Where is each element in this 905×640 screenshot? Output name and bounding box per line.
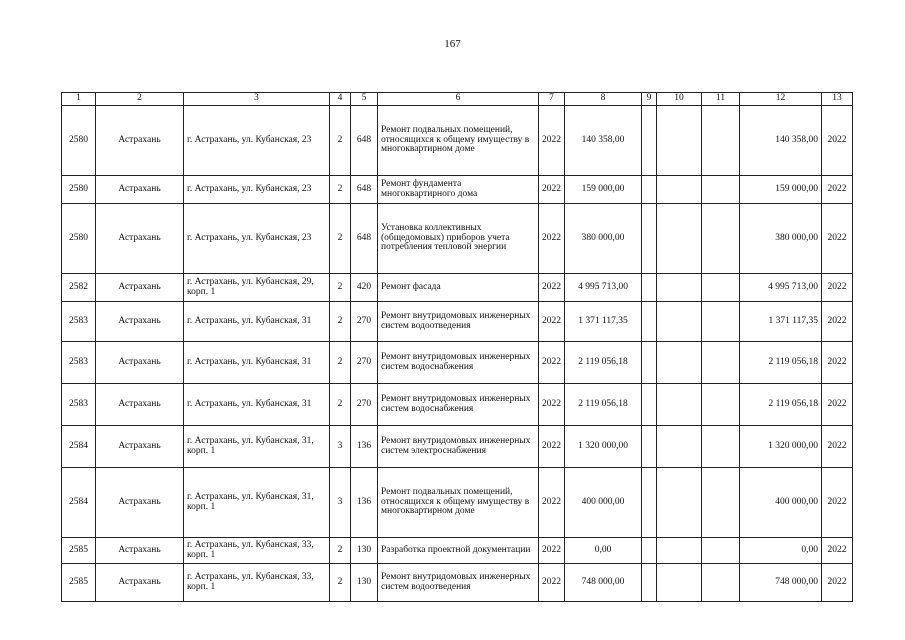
cost-cell: 4 995 713,00	[565, 274, 642, 302]
completion-year-cell: 2022	[822, 302, 853, 342]
column-header: 13	[822, 93, 853, 106]
registry-number-cell: 2580	[62, 176, 96, 204]
table-row	[62, 274, 853, 302]
year-cell: 2022	[539, 426, 565, 468]
cost-cell: 380 000,00	[565, 204, 642, 274]
register-table	[61, 92, 853, 602]
work-type-cell: Ремонт внутридомовых инженерных систем электроснабжения	[378, 426, 539, 468]
settlement-cell: Астрахань	[96, 302, 184, 342]
floors-cell: 2	[330, 342, 351, 384]
work-type-cell: Ремонт подвальных помещений, относящихся к общему имуществу в многоквартирном доме	[378, 468, 539, 538]
table-row	[62, 384, 853, 426]
floors-cell: 2	[330, 176, 351, 204]
col-10-cell	[657, 204, 702, 274]
completion-year-cell: 2022	[822, 342, 853, 384]
col-9-cell	[642, 274, 657, 302]
work-type-cell: Ремонт фундамента многоквартирного дома	[378, 176, 539, 204]
cost-cell: 748 000,00	[565, 564, 642, 602]
floors-cell: 2	[330, 302, 351, 342]
settlement-cell: Астрахань	[96, 176, 184, 204]
col-11-cell	[702, 468, 740, 538]
address-cell: г. Астрахань, ул. Кубанская, 33, корп. 1	[184, 564, 330, 602]
completion-year-cell: 2022	[822, 204, 853, 274]
total-cost-cell: 1 371 117,35	[740, 302, 822, 342]
registry-number-cell: 2583	[62, 384, 96, 426]
completion-year-cell: 2022	[822, 468, 853, 538]
col-11-cell	[702, 342, 740, 384]
completion-year-cell: 2022	[822, 538, 853, 564]
floors-cell: 2	[330, 384, 351, 426]
col-11-cell	[702, 564, 740, 602]
col-10-cell	[657, 302, 702, 342]
completion-year-cell: 2022	[822, 274, 853, 302]
year-cell: 2022	[539, 302, 565, 342]
cost-cell: 1 371 117,35	[565, 302, 642, 342]
page-number: 167	[444, 38, 461, 50]
area-cell: 136	[351, 468, 378, 538]
column-header: 7	[539, 93, 565, 106]
col-10-cell	[657, 274, 702, 302]
work-type-cell: Ремонт внутридомовых инженерных систем водоотведения	[378, 564, 539, 602]
table-row	[62, 468, 853, 538]
settlement-cell: Астрахань	[96, 426, 184, 468]
address-cell: г. Астрахань, ул. Кубанская, 23	[184, 176, 330, 204]
col-9-cell	[642, 564, 657, 602]
completion-year-cell: 2022	[822, 384, 853, 426]
year-cell: 2022	[539, 176, 565, 204]
year-cell: 2022	[539, 538, 565, 564]
cost-cell: 2 119 056,18	[565, 384, 642, 426]
floors-cell: 3	[330, 468, 351, 538]
area-cell: 420	[351, 274, 378, 302]
work-type-cell: Ремонт внутридомовых инженерных систем водоснабжения	[378, 342, 539, 384]
address-cell: г. Астрахань, ул. Кубанская, 33, корп. 1	[184, 538, 330, 564]
registry-number-cell: 2584	[62, 468, 96, 538]
col-10-cell	[657, 384, 702, 426]
total-cost-cell: 380 000,00	[740, 204, 822, 274]
cost-cell: 400 000,00	[565, 468, 642, 538]
settlement-cell: Астрахань	[96, 468, 184, 538]
total-cost-cell: 400 000,00	[740, 468, 822, 538]
year-cell: 2022	[539, 564, 565, 602]
address-cell: г. Астрахань, ул. Кубанская, 31	[184, 302, 330, 342]
settlement-cell: Астрахань	[96, 564, 184, 602]
settlement-cell: Астрахань	[96, 204, 184, 274]
work-type-cell: Ремонт фасада	[378, 274, 539, 302]
work-type-cell: Ремонт внутридомовых инженерных систем водоотведения	[378, 302, 539, 342]
column-header: 9	[642, 93, 657, 106]
floors-cell: 2	[330, 564, 351, 602]
col-9-cell	[642, 176, 657, 204]
column-header: 1	[62, 93, 96, 106]
column-header: 3	[184, 93, 330, 106]
col-10-cell	[657, 564, 702, 602]
cost-cell: 140 358,00	[565, 106, 642, 176]
area-cell: 648	[351, 204, 378, 274]
col-9-cell	[642, 384, 657, 426]
cost-cell: 159 000,00	[565, 176, 642, 204]
table-row	[62, 106, 853, 176]
total-cost-cell: 140 358,00	[740, 106, 822, 176]
address-cell: г. Астрахань, ул. Кубанская, 29, корп. 1	[184, 274, 330, 302]
year-cell: 2022	[539, 274, 565, 302]
year-cell: 2022	[539, 468, 565, 538]
settlement-cell: Астрахань	[96, 384, 184, 426]
col-11-cell	[702, 384, 740, 426]
area-cell: 136	[351, 426, 378, 468]
header-row	[62, 93, 853, 106]
address-cell: г. Астрахань, ул. Кубанская, 31, корп. 1	[184, 426, 330, 468]
column-header: 4	[330, 93, 351, 106]
col-11-cell	[702, 106, 740, 176]
col-11-cell	[702, 538, 740, 564]
floors-cell: 2	[330, 274, 351, 302]
completion-year-cell: 2022	[822, 426, 853, 468]
settlement-cell: Астрахань	[96, 274, 184, 302]
col-11-cell	[702, 426, 740, 468]
settlement-cell: Астрахань	[96, 342, 184, 384]
column-header: 5	[351, 93, 378, 106]
table-row	[62, 176, 853, 204]
table-row	[62, 426, 853, 468]
registry-number-cell: 2583	[62, 342, 96, 384]
area-cell: 648	[351, 176, 378, 204]
total-cost-cell: 1 320 000,00	[740, 426, 822, 468]
floors-cell: 2	[330, 538, 351, 564]
col-9-cell	[642, 204, 657, 274]
total-cost-cell: 2 119 056,18	[740, 342, 822, 384]
col-10-cell	[657, 426, 702, 468]
floors-cell: 3	[330, 426, 351, 468]
settlement-cell: Астрахань	[96, 106, 184, 176]
total-cost-cell: 4 995 713,00	[740, 274, 822, 302]
registry-number-cell: 2580	[62, 106, 96, 176]
table-row	[62, 302, 853, 342]
column-header: 8	[565, 93, 642, 106]
completion-year-cell: 2022	[822, 106, 853, 176]
area-cell: 130	[351, 564, 378, 602]
completion-year-cell: 2022	[822, 564, 853, 602]
registry-number-cell: 2580	[62, 204, 96, 274]
year-cell: 2022	[539, 384, 565, 426]
col-9-cell	[642, 538, 657, 564]
column-header: 6	[378, 93, 539, 106]
address-cell: г. Астрахань, ул. Кубанская, 23	[184, 204, 330, 274]
table-body	[62, 106, 853, 602]
table-row	[62, 564, 853, 602]
total-cost-cell: 159 000,00	[740, 176, 822, 204]
year-cell: 2022	[539, 342, 565, 384]
total-cost-cell: 2 119 056,18	[740, 384, 822, 426]
table-row	[62, 204, 853, 274]
registry-number-cell: 2583	[62, 302, 96, 342]
column-header: 11	[702, 93, 740, 106]
area-cell: 130	[351, 538, 378, 564]
total-cost-cell: 748 000,00	[740, 564, 822, 602]
address-cell: г. Астрахань, ул. Кубанская, 23	[184, 106, 330, 176]
col-11-cell	[702, 204, 740, 274]
col-10-cell	[657, 176, 702, 204]
table-row	[62, 342, 853, 384]
col-11-cell	[702, 176, 740, 204]
total-cost-cell: 0,00	[740, 538, 822, 564]
work-type-cell: Ремонт внутридомовых инженерных систем водоснабжения	[378, 384, 539, 426]
work-type-cell: Ремонт подвальных помещений, относящихся к общему имуществу в многоквартирном доме	[378, 106, 539, 176]
column-header: 12	[740, 93, 822, 106]
col-9-cell	[642, 468, 657, 538]
settlement-cell: Астрахань	[96, 538, 184, 564]
col-11-cell	[702, 274, 740, 302]
col-11-cell	[702, 302, 740, 342]
table-row	[62, 538, 853, 564]
registry-number-cell: 2585	[62, 538, 96, 564]
col-9-cell	[642, 302, 657, 342]
cost-cell: 1 320 000,00	[565, 426, 642, 468]
area-cell: 648	[351, 106, 378, 176]
area-cell: 270	[351, 302, 378, 342]
address-cell: г. Астрахань, ул. Кубанская, 31	[184, 342, 330, 384]
area-cell: 270	[351, 342, 378, 384]
col-9-cell	[642, 342, 657, 384]
year-cell: 2022	[539, 204, 565, 274]
column-header: 2	[96, 93, 184, 106]
registry-number-cell: 2584	[62, 426, 96, 468]
col-10-cell	[657, 538, 702, 564]
area-cell: 270	[351, 384, 378, 426]
work-type-cell: Разработка проектной документации	[378, 538, 539, 564]
col-10-cell	[657, 342, 702, 384]
column-header: 10	[657, 93, 702, 106]
cost-cell: 0,00	[565, 538, 642, 564]
address-cell: г. Астрахань, ул. Кубанская, 31	[184, 384, 330, 426]
year-cell: 2022	[539, 106, 565, 176]
floors-cell: 2	[330, 204, 351, 274]
cost-cell: 2 119 056,18	[565, 342, 642, 384]
col-10-cell	[657, 106, 702, 176]
address-cell: г. Астрахань, ул. Кубанская, 31, корп. 1	[184, 468, 330, 538]
col-9-cell	[642, 106, 657, 176]
work-type-cell: Установка коллективных (общедомовых) приборов учета потребления тепловой энергии	[378, 204, 539, 274]
col-9-cell	[642, 426, 657, 468]
registry-number-cell: 2585	[62, 564, 96, 602]
completion-year-cell: 2022	[822, 176, 853, 204]
floors-cell: 2	[330, 106, 351, 176]
col-10-cell	[657, 468, 702, 538]
registry-number-cell: 2582	[62, 274, 96, 302]
